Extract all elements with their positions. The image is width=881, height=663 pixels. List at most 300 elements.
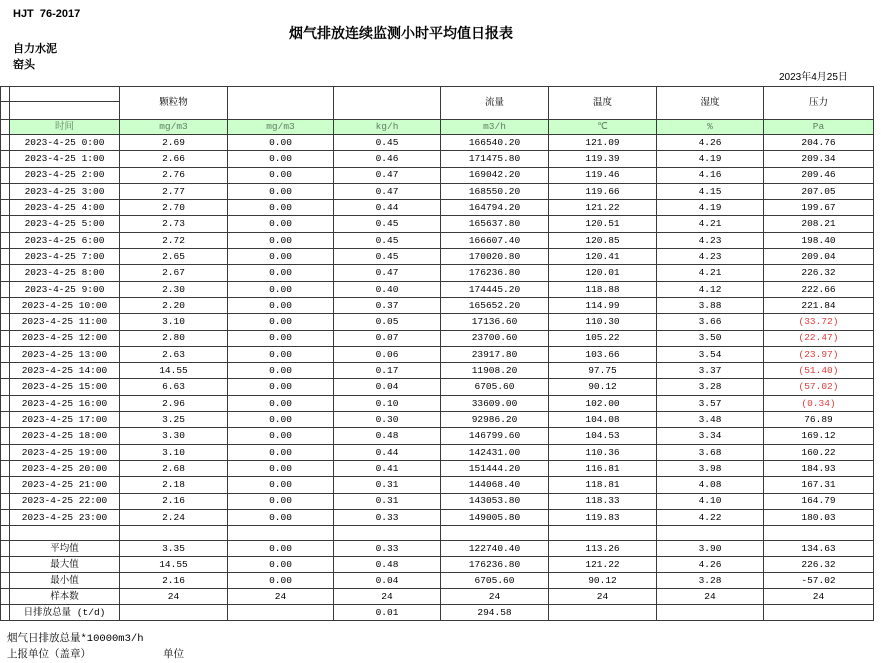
col-header-blank-1 [228, 87, 334, 120]
summary-row [1, 589, 874, 605]
time-cell: 2023-4-25 3:00 [10, 183, 120, 199]
value-cell: 4.19 [657, 151, 764, 167]
value-cell: 0.47 [334, 167, 441, 183]
page-title: 烟气排放连续监测小时平均值日报表 [289, 25, 513, 41]
unit-kgh: kg/h [334, 120, 441, 135]
table-row [1, 493, 874, 509]
value-cell: 171475.80 [441, 151, 549, 167]
value-cell: 0.45 [334, 249, 441, 265]
value-cell: 166607.40 [441, 232, 549, 248]
value-cell: 4.15 [657, 183, 764, 199]
value-cell: 0.00 [228, 314, 334, 330]
value-cell: 0.37 [334, 297, 441, 313]
summary-row [1, 541, 874, 557]
value-cell: 0.00 [228, 265, 334, 281]
value-cell: 3.54 [657, 346, 764, 362]
value-cell: 209.04 [764, 249, 874, 265]
value-cell: 165637.80 [441, 216, 549, 232]
value-cell: 104.53 [549, 428, 657, 444]
col-header-humidity: 湿度 [657, 87, 764, 120]
summary-row [1, 557, 874, 573]
value-cell: (22.47) [764, 330, 874, 346]
value-cell: 142431.00 [441, 444, 549, 460]
value-cell: 4.16 [657, 167, 764, 183]
table-row [1, 412, 874, 428]
time-cell: 2023-4-25 20:00 [10, 460, 120, 476]
value-cell: 0.46 [334, 151, 441, 167]
value-cell: 0.48 [334, 428, 441, 444]
summary-body [1, 526, 874, 621]
value-cell: 165652.20 [441, 297, 549, 313]
time-cell: 2023-4-25 7:00 [10, 249, 120, 265]
summary-value-cell: 4.26 [657, 557, 764, 573]
time-cell: 2023-4-25 2:00 [10, 167, 120, 183]
summary-value-cell: 0.04 [334, 573, 441, 589]
value-cell: 120.01 [549, 265, 657, 281]
value-cell: 207.05 [764, 183, 874, 199]
value-cell: 121.09 [549, 135, 657, 151]
value-cell: 2.24 [120, 509, 228, 525]
value-cell: 4.10 [657, 493, 764, 509]
value-cell: 120.41 [549, 249, 657, 265]
value-cell: 0.00 [228, 412, 334, 428]
value-cell: 114.99 [549, 297, 657, 313]
unit-percent: % [657, 120, 764, 135]
value-cell: 6705.60 [441, 379, 549, 395]
summary-value-cell: 24 [764, 589, 874, 605]
summary-value-cell: 14.55 [120, 557, 228, 573]
sliver-cell [1, 412, 10, 428]
sliver-cell [1, 557, 10, 573]
value-cell: 0.06 [334, 346, 441, 362]
value-cell: 209.34 [764, 151, 874, 167]
table-row [1, 151, 874, 167]
value-cell: 118.81 [549, 477, 657, 493]
summary-value-cell: 24 [228, 589, 334, 605]
sliver-cell [1, 346, 10, 362]
table-row [1, 330, 874, 346]
time-cell: 2023-4-25 13:00 [10, 346, 120, 362]
sliver-cell [1, 151, 10, 167]
value-cell: 92986.20 [441, 412, 549, 428]
sliver-cell [1, 526, 10, 541]
sliver-cell [1, 589, 10, 605]
table-row [1, 167, 874, 183]
value-cell: 0.45 [334, 216, 441, 232]
time-cell: 2023-4-25 5:00 [10, 216, 120, 232]
value-cell: 160.22 [764, 444, 874, 460]
value-cell: 0.00 [228, 297, 334, 313]
table-row [1, 460, 874, 476]
value-cell: 0.41 [334, 460, 441, 476]
value-cell: 143053.80 [441, 493, 549, 509]
value-cell: 97.75 [549, 363, 657, 379]
value-cell: 2.16 [120, 493, 228, 509]
sliver-cell [1, 428, 10, 444]
value-cell: 2.63 [120, 346, 228, 362]
value-cell: 0.00 [228, 281, 334, 297]
value-cell: 174445.20 [441, 281, 549, 297]
summary-value-cell: 3.28 [657, 573, 764, 589]
summary-value-cell: 6705.60 [441, 573, 549, 589]
value-cell: (57.02) [764, 379, 874, 395]
sliver-cell [1, 444, 10, 460]
value-cell: 3.25 [120, 412, 228, 428]
value-cell: 0.30 [334, 412, 441, 428]
value-cell: 110.36 [549, 444, 657, 460]
summary-label-cell: 日排放总量 (t/d) [10, 605, 120, 621]
table-row [1, 428, 874, 444]
time-cell: 2023-4-25 15:00 [10, 379, 120, 395]
unit-mgm3-1: mg/m3 [120, 120, 228, 135]
value-cell: 0.05 [334, 314, 441, 330]
summary-value-cell: 90.12 [549, 573, 657, 589]
value-cell: 2.76 [120, 167, 228, 183]
value-cell: 90.12 [549, 379, 657, 395]
sliver-cell [1, 605, 10, 621]
value-cell: 209.46 [764, 167, 874, 183]
summary-value-cell [657, 605, 764, 621]
value-cell: 0.00 [228, 200, 334, 216]
value-cell: 0.00 [228, 167, 334, 183]
value-cell: 0.10 [334, 395, 441, 411]
value-cell: 103.66 [549, 346, 657, 362]
value-cell: 6.63 [120, 379, 228, 395]
sliver-cell [1, 135, 10, 151]
value-cell: 118.33 [549, 493, 657, 509]
value-cell: 170020.80 [441, 249, 549, 265]
table-row [1, 135, 874, 151]
value-cell: 168550.20 [441, 183, 549, 199]
unit-row [1, 120, 874, 135]
value-cell: 121.22 [549, 200, 657, 216]
value-cell: (23.97) [764, 346, 874, 362]
value-cell: 119.46 [549, 167, 657, 183]
value-cell: 3.66 [657, 314, 764, 330]
value-cell: 0.00 [228, 183, 334, 199]
table-row [1, 477, 874, 493]
value-cell: 0.00 [228, 249, 334, 265]
value-cell: 0.47 [334, 183, 441, 199]
table-row [1, 281, 874, 297]
value-cell: 0.00 [228, 460, 334, 476]
value-cell: 149005.80 [441, 509, 549, 525]
value-cell: 105.22 [549, 330, 657, 346]
summary-value-cell: 0.00 [228, 557, 334, 573]
sliver-cell [1, 330, 10, 346]
value-cell: 23700.60 [441, 330, 549, 346]
value-cell: 144068.40 [441, 477, 549, 493]
value-cell: 0.44 [334, 444, 441, 460]
value-cell: 2.96 [120, 395, 228, 411]
value-cell: 0.31 [334, 477, 441, 493]
col-header-blank-2 [334, 87, 441, 120]
col-header-temperature: 温度 [549, 87, 657, 120]
value-cell: 167.31 [764, 477, 874, 493]
value-cell: 0.45 [334, 232, 441, 248]
summary-label-cell: 最大值 [10, 557, 120, 573]
value-cell: 0.00 [228, 428, 334, 444]
time-cell: 2023-4-25 17:00 [10, 412, 120, 428]
time-cell: 2023-4-25 14:00 [10, 363, 120, 379]
value-cell: 0.44 [334, 200, 441, 216]
table-row [1, 363, 874, 379]
station-name: 自力水泥 [13, 43, 57, 55]
summary-value-cell: 0.01 [334, 605, 441, 621]
value-cell: 3.34 [657, 428, 764, 444]
summary-value-cell: 24 [549, 589, 657, 605]
outlet-name: 窑头 [13, 59, 35, 71]
value-cell: 119.66 [549, 183, 657, 199]
value-cell: 2.30 [120, 281, 228, 297]
value-cell: 3.50 [657, 330, 764, 346]
table-row [1, 216, 874, 232]
value-cell: 176236.80 [441, 265, 549, 281]
table-row [1, 297, 874, 313]
sliver-cell [1, 216, 10, 232]
table-row [1, 444, 874, 460]
value-cell: 4.12 [657, 281, 764, 297]
summary-value-cell: 294.58 [441, 605, 549, 621]
sliver-cell [1, 281, 10, 297]
value-cell: 104.08 [549, 412, 657, 428]
value-cell: 2.65 [120, 249, 228, 265]
time-cell: 2023-4-25 21:00 [10, 477, 120, 493]
sliver-cell [1, 314, 10, 330]
time-cell: 2023-4-25 18:00 [10, 428, 120, 444]
summary-value-cell [120, 605, 228, 621]
report-table [0, 86, 874, 621]
sliver-cell [1, 183, 10, 199]
sliver-cell [1, 232, 10, 248]
summary-row [1, 573, 874, 589]
value-cell: 169042.20 [441, 167, 549, 183]
sliver-cell [1, 102, 10, 120]
value-cell: 204.76 [764, 135, 874, 151]
unit-time: 时间 [10, 120, 120, 135]
value-cell: 3.68 [657, 444, 764, 460]
value-cell: 116.81 [549, 460, 657, 476]
value-cell: 4.26 [657, 135, 764, 151]
value-cell: 0.00 [228, 346, 334, 362]
value-cell: 119.83 [549, 509, 657, 525]
value-cell: 180.03 [764, 509, 874, 525]
time-cell: 2023-4-25 16:00 [10, 395, 120, 411]
time-cell: 2023-4-25 1:00 [10, 151, 120, 167]
summary-value-cell [228, 605, 334, 621]
summary-value-cell: 0.48 [334, 557, 441, 573]
sliver-cell [1, 167, 10, 183]
value-cell: 2.80 [120, 330, 228, 346]
sliver-cell [1, 573, 10, 589]
table-row [1, 314, 874, 330]
table-row [1, 395, 874, 411]
sliver-cell [1, 87, 10, 102]
unit-mgm3-2: mg/m3 [228, 120, 334, 135]
value-cell: 164.79 [764, 493, 874, 509]
value-cell: 221.84 [764, 297, 874, 313]
sliver-cell [1, 477, 10, 493]
table-row [1, 265, 874, 281]
value-cell: 102.00 [549, 395, 657, 411]
sliver-cell [1, 379, 10, 395]
value-cell: 0.17 [334, 363, 441, 379]
value-cell: 11908.20 [441, 363, 549, 379]
value-cell: 0.00 [228, 379, 334, 395]
value-cell: 3.10 [120, 314, 228, 330]
header-row-groups [1, 87, 874, 102]
sliver-cell [1, 249, 10, 265]
value-cell: 3.88 [657, 297, 764, 313]
table-row [1, 200, 874, 216]
value-cell: 2.77 [120, 183, 228, 199]
value-cell: 208.21 [764, 216, 874, 232]
summary-value-cell [549, 605, 657, 621]
value-cell: 118.88 [549, 281, 657, 297]
value-cell: 3.30 [120, 428, 228, 444]
time-header-bottom-cell [10, 102, 120, 120]
value-cell: 119.39 [549, 151, 657, 167]
value-cell: 2.66 [120, 151, 228, 167]
sliver-cell [1, 363, 10, 379]
value-cell: 4.21 [657, 216, 764, 232]
col-header-flow: 流量 [441, 87, 549, 120]
value-cell: 0.07 [334, 330, 441, 346]
footer-total-note: 烟气日排放总量*10000m3/h [7, 633, 144, 645]
value-cell: 0.00 [228, 330, 334, 346]
value-cell: 3.48 [657, 412, 764, 428]
value-cell: 0.00 [228, 135, 334, 151]
value-cell: 0.31 [334, 493, 441, 509]
time-cell: 2023-4-25 11:00 [10, 314, 120, 330]
value-cell: 4.19 [657, 200, 764, 216]
time-cell: 2023-4-25 19:00 [10, 444, 120, 460]
gap-row [1, 526, 874, 541]
sliver-cell [1, 120, 10, 135]
value-cell: 2.20 [120, 297, 228, 313]
summary-value-cell: 0.33 [334, 541, 441, 557]
sliver-cell [1, 493, 10, 509]
value-cell: 17136.60 [441, 314, 549, 330]
time-cell: 2023-4-25 8:00 [10, 265, 120, 281]
value-cell: 0.00 [228, 477, 334, 493]
footer-report-unit-label: 上报单位（盖章） [7, 649, 91, 661]
value-cell: 2.70 [120, 200, 228, 216]
summary-value-cell: 176236.80 [441, 557, 549, 573]
summary-value-cell: 0.00 [228, 573, 334, 589]
sliver-cell [1, 265, 10, 281]
value-cell: 3.98 [657, 460, 764, 476]
value-cell: 0.47 [334, 265, 441, 281]
value-cell: 3.10 [120, 444, 228, 460]
time-cell: 2023-4-25 23:00 [10, 509, 120, 525]
sliver-cell [1, 460, 10, 476]
value-cell: 76.89 [764, 412, 874, 428]
time-cell: 2023-4-25 4:00 [10, 200, 120, 216]
value-cell: (0.34) [764, 395, 874, 411]
value-cell: 0.00 [228, 395, 334, 411]
summary-value-cell: -57.02 [764, 573, 874, 589]
value-cell: 0.04 [334, 379, 441, 395]
value-cell: 184.93 [764, 460, 874, 476]
summary-value-cell: 24 [120, 589, 228, 605]
value-cell: 2.73 [120, 216, 228, 232]
value-cell: 3.37 [657, 363, 764, 379]
value-cell: 0.00 [228, 509, 334, 525]
value-cell: 0.33 [334, 509, 441, 525]
value-cell: (33.72) [764, 314, 874, 330]
table-row [1, 379, 874, 395]
table-header [1, 87, 874, 135]
value-cell: 4.22 [657, 509, 764, 525]
value-cell: 4.23 [657, 249, 764, 265]
value-cell: 4.08 [657, 477, 764, 493]
unit-celsius: ℃ [549, 120, 657, 135]
value-cell: 146799.60 [441, 428, 549, 444]
time-header-top-cell [10, 87, 120, 102]
value-cell: 0.00 [228, 493, 334, 509]
value-cell: 0.00 [228, 232, 334, 248]
sliver-cell [1, 541, 10, 557]
value-cell: 164794.20 [441, 200, 549, 216]
value-cell: 2.18 [120, 477, 228, 493]
value-cell: 166540.20 [441, 135, 549, 151]
time-cell: 2023-4-25 10:00 [10, 297, 120, 313]
value-cell: 4.21 [657, 265, 764, 281]
summary-label-cell: 最小值 [10, 573, 120, 589]
value-cell: 23917.80 [441, 346, 549, 362]
standard-code: HJT 76-2017 [13, 8, 81, 20]
value-cell: 0.00 [228, 363, 334, 379]
summary-value-cell [764, 605, 874, 621]
report-date: 2023年4月25日 [779, 72, 848, 83]
summary-value-cell: 226.32 [764, 557, 874, 573]
value-cell: 198.40 [764, 232, 874, 248]
summary-value-cell: 3.35 [120, 541, 228, 557]
value-cell: 226.32 [764, 265, 874, 281]
sliver-cell [1, 297, 10, 313]
value-cell: 2.72 [120, 232, 228, 248]
table-row [1, 249, 874, 265]
value-cell: 3.57 [657, 395, 764, 411]
summary-value-cell: 0.00 [228, 541, 334, 557]
time-cell: 2023-4-25 12:00 [10, 330, 120, 346]
col-header-pressure: 压力 [764, 87, 874, 120]
value-cell: 0.00 [228, 151, 334, 167]
summary-value-cell: 121.22 [549, 557, 657, 573]
unit-pa: Pa [764, 120, 874, 135]
summary-value-cell: 113.26 [549, 541, 657, 557]
summary-value-cell: 24 [441, 589, 549, 605]
value-cell: 151444.20 [441, 460, 549, 476]
table-row [1, 509, 874, 525]
value-cell: (51.40) [764, 363, 874, 379]
col-header-particulate: 颗粒物 [120, 87, 228, 120]
value-cell: 169.12 [764, 428, 874, 444]
summary-value-cell: 3.90 [657, 541, 764, 557]
summary-value-cell: 122740.40 [441, 541, 549, 557]
time-cell: 2023-4-25 0:00 [10, 135, 120, 151]
value-cell: 2.67 [120, 265, 228, 281]
value-cell: 0.00 [228, 216, 334, 232]
table-row [1, 183, 874, 199]
unit-m3h: m3/h [441, 120, 549, 135]
value-cell: 120.51 [549, 216, 657, 232]
summary-value-cell: 24 [334, 589, 441, 605]
value-cell: 199.67 [764, 200, 874, 216]
value-cell: 0.45 [334, 135, 441, 151]
summary-row [1, 605, 874, 621]
